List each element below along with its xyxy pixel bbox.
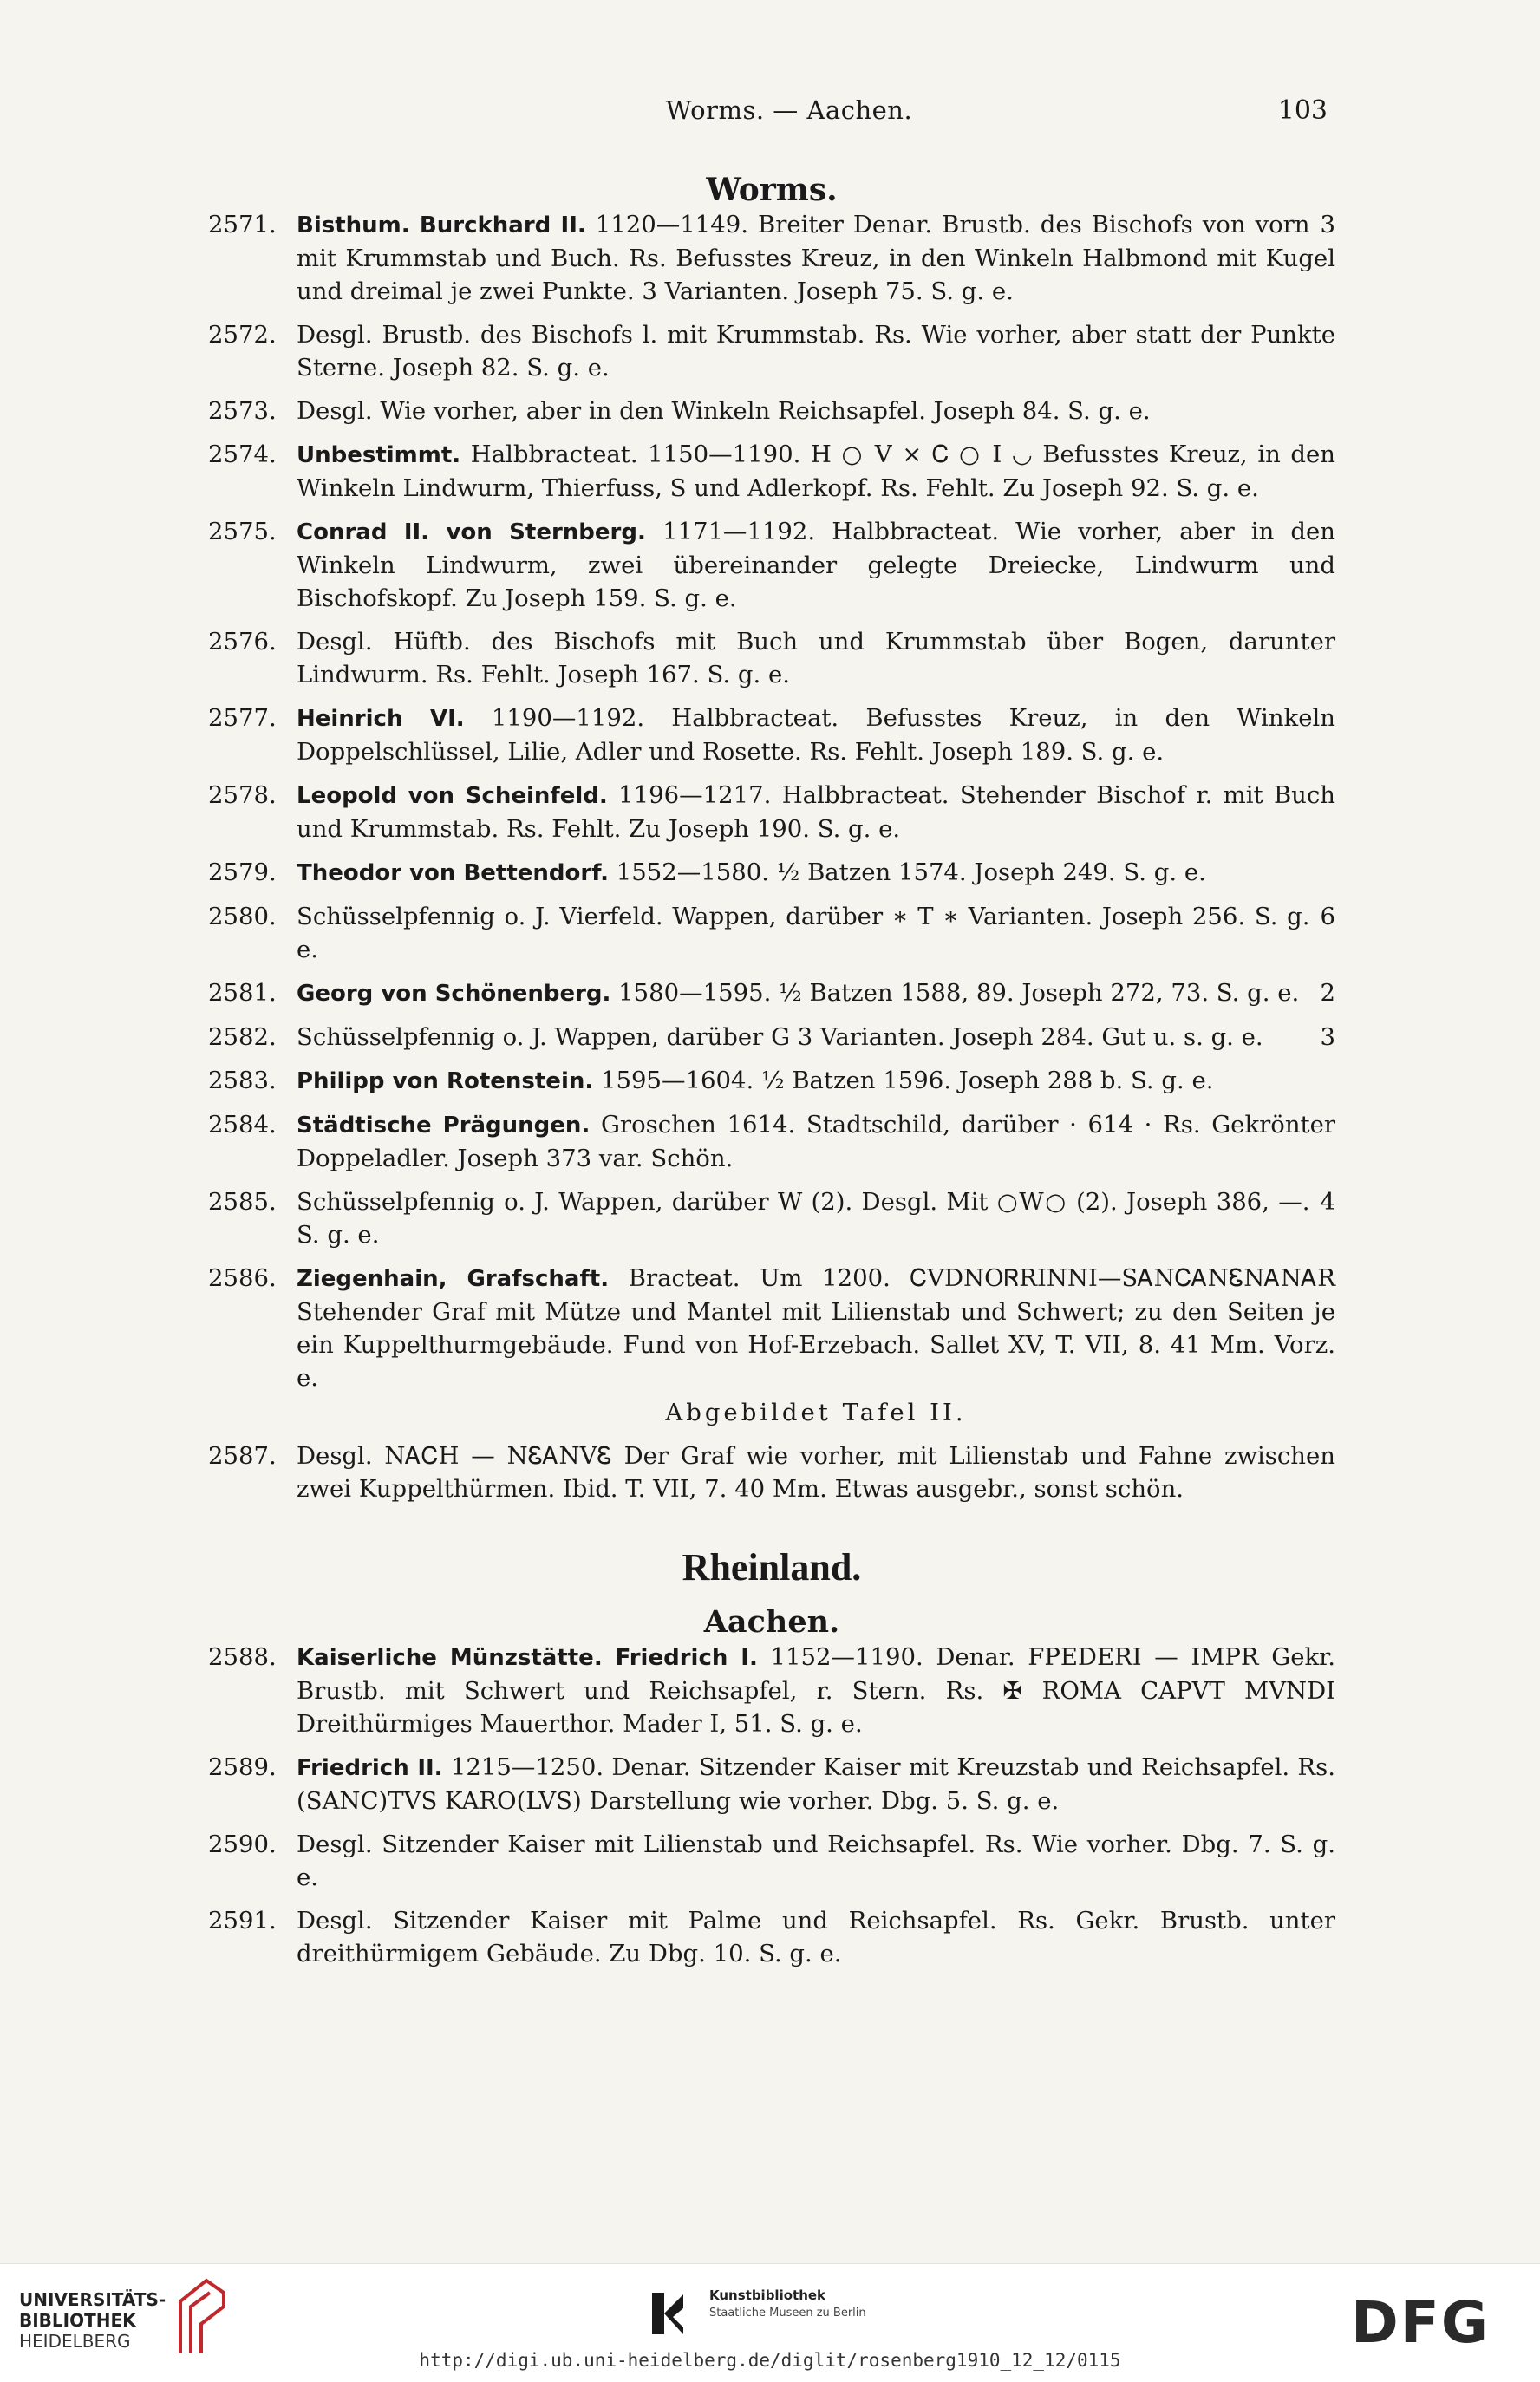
entry-heading: Städtische Prägungen.: [297, 1113, 591, 1139]
catalog-entry: [208, 515, 1335, 615]
entry-number: 2586.: [208, 1264, 277, 1292]
entry-heading: Unbestimmt.: [297, 442, 461, 468]
kunstbibliothek-subtitle: Staatliche Museen zu Berlin: [709, 2307, 866, 2320]
entry-value: 3: [1320, 1023, 1335, 1051]
catalog-entry: [208, 976, 1335, 1010]
entry-value: 2: [1320, 979, 1335, 1007]
entry-description: 1552—1580. ½ Batzen 1574. Joseph 249. S. g. e.: [608, 858, 1206, 886]
catalog-entry: [208, 1439, 1335, 1505]
entry-heading: Philipp von Rotenstein.: [297, 1068, 594, 1094]
entry-description: Bracteat. Um 1200. ᏟVDNOᏒRINNI—SᎪNᏟᎪNᏋNᎪNᎪR Stehender Graf mit Mütze und Mantel mit Lilienstab und Schwert; zu den Seiten je ein Kuppelthurmgebäude. Fund von Hof-Erzebach. Sallet XV, T. VII, 8. 41 Mm. Vorz. e.: [297, 1264, 1335, 1392]
entry-number: 2581.: [208, 979, 277, 1007]
entry-number: 2589.: [208, 1753, 277, 1781]
catalog-entry: [208, 856, 1335, 890]
entry-number: 2579.: [208, 858, 277, 886]
entry-description: 1595—1604. ½ Batzen 1596. Joseph 288 b. S. g. e.: [593, 1067, 1214, 1094]
entry-value: 4: [1320, 1188, 1335, 1216]
entry-description: 1152—1190. Denar. FPEDERI — IMPR Gekr. Brustb. mit Schwert und Reichsapfel, r. Stern. Rs. ✠ ROMA CAPVT MVNDI Dreithürmiges Mauerthor. Mader I, 51. S. g. e.: [297, 1643, 1336, 1738]
entry-number: 2573.: [208, 397, 277, 425]
kunstbibliothek-name: Kunstbibliothek: [709, 2287, 826, 2303]
entry-heading: Heinrich VI.: [297, 706, 465, 732]
entry-number: 2572.: [208, 321, 277, 349]
section-heading-worms: Worms.: [706, 172, 838, 208]
entry-heading: Ziegenhain, Grafschaft.: [297, 1266, 610, 1292]
entry-description: Desgl. NᎪᏟH — NᏋᎪNVᏋ Der Graf wie vorher, mit Lilienstab und Fahne zwischen zwei Kuppelthürmen. Ibid. T. VII, 7. 40 Mm. Etwas ausgebr., sonst schön.: [297, 1442, 1335, 1503]
entry-number: 2578.: [208, 781, 277, 809]
ub-logo-line: UNIVERSITÄTS-: [19, 2289, 166, 2310]
entry-description: 1190—1192. Halbbracteat. Befusstes Kreuz, in den Winkeln Doppelschlüssel, Lilie, Adler und Rosette. Rs. Fehlt. Joseph 189. S. g. e.: [297, 704, 1335, 766]
entry-description: Desgl. Wie vorher, aber in den Winkeln Reichsapfel. Joseph 84. S. g. e.: [297, 397, 1151, 425]
page-number: 103: [1277, 95, 1328, 126]
catalog-entry: [208, 1064, 1335, 1098]
entries-aachen: [208, 1641, 1335, 1981]
entry-number: 2571.: [208, 211, 277, 238]
section-heading-rheinland: Rheinland.: [682, 1546, 862, 1589]
entry-number: 2576.: [208, 628, 277, 656]
catalog-entry: [208, 1904, 1335, 1970]
entry-description: Halbbracteat. 1150—1190. H ○ V × Ꮯ ○ I ◡ Befusstes Kreuz, in den Winkeln Lindwurm, Thierfuss, S und Adlerkopf. Rs. Fehlt. Zu Joseph 92. S. g. e.: [297, 441, 1335, 502]
entry-heading: Kaiserliche Münzstätte. Friedrich I.: [297, 1645, 758, 1671]
dfg-logo: DFG: [1351, 2289, 1491, 2356]
entry-description: 1196—1217. Halbbracteat. Stehender Bischof r. mit Buch und Krummstab. Rs. Fehlt. Zu Joseph 190. S. g. e.: [297, 781, 1335, 843]
entry-number: 2583.: [208, 1067, 277, 1094]
entry-number: 2574.: [208, 441, 277, 468]
entry-heading: Theodor von Bettendorf.: [297, 860, 609, 886]
catalog-entry: [208, 900, 1335, 966]
entry-number: 2587.: [208, 1442, 277, 1470]
ub-logo-line: HEIDELBERG: [19, 2331, 131, 2352]
entry-value: 6: [1320, 903, 1335, 930]
entry-description: Groschen 1614. Stadtschild, darüber · 614 · Rs. Gekrönter Doppeladler. Joseph 373 var. Schön.: [297, 1111, 1335, 1172]
entry-heading: Conrad II. von Sternberg.: [297, 519, 646, 545]
catalog-entry: [208, 1641, 1335, 1740]
plate-reference: Abgebildet Tafel II.: [665, 1399, 967, 1426]
section-heading-aachen: Aachen.: [703, 1604, 840, 1640]
entry-description: Desgl. Sitzender Kaiser mit Lilienstab und Reichsapfel. Rs. Wie vorher. Dbg. 7. S. g. e.: [297, 1831, 1335, 1891]
entry-description: Desgl. Sitzender Kaiser mit Palme und Reichsapfel. Rs. Gekr. Brustb. unter dreithürmigem Gebäude. Zu Dbg. 10. S. g. e.: [297, 1907, 1335, 1968]
catalog-entry: [208, 1262, 1335, 1429]
kunstbibliothek-mark-icon: [649, 2289, 687, 2338]
entry-number: 2582.: [208, 1023, 277, 1051]
catalog-entry: [208, 1828, 1335, 1894]
entry-description: 1120—1149. Breiter Denar. Brustb. des Bischofs von vorn mit Krummstab und Buch. Rs. Befusstes Kreuz, in den Winkeln Halbmond mit Kugel und dreimal je zwei Punkte. 3 Varianten. Joseph 75. S. g. e.: [297, 211, 1335, 305]
kunstbibliothek-logo: [649, 2282, 909, 2343]
entry-number: 2591.: [208, 1907, 277, 1935]
entry-description: Schüsselpfennig o. J. Wappen, darüber W (2). Desgl. Mit ○W○ (2). Joseph 386, —. S. g. e.: [297, 1188, 1310, 1249]
catalog-entry: [208, 702, 1335, 768]
entry-description: 1215—1250. Denar. Sitzender Kaiser mit Kreuzstab und Reichsapfel. Rs. (SANC)TVS KARO(LVS) Darstellung wie vorher. Dbg. 5. S. g. e.: [297, 1753, 1335, 1815]
ub-logo-line: BIBLIOTHEK: [19, 2310, 136, 2331]
entry-heading: Georg von Schönenberg.: [297, 981, 611, 1007]
entry-heading: Bisthum. Burckhard II.: [297, 212, 586, 238]
catalog-entry: [208, 318, 1335, 384]
running-head: Worms. — Aachen.: [665, 95, 913, 125]
catalog-entry: [208, 1021, 1335, 1054]
entry-description: Schüsselpfennig o. J. Vierfeld. Wappen, darüber ∗ T ∗ Varianten. Joseph 256. S. g. e.: [297, 903, 1310, 963]
permalink-url[interactable]: http://digi.ub.uni-heidelberg.de/diglit/rosenberg1910_12_12/0115: [419, 2350, 1121, 2371]
entry-heading: Friedrich II.: [297, 1755, 443, 1781]
catalog-entry: [208, 1108, 1335, 1175]
entry-description: Schüsselpfennig o. J. Wappen, darüber G 3 Varianten. Joseph 284. Gut u. s. g. e.: [297, 1023, 1263, 1051]
entry-value: 3: [1320, 211, 1335, 238]
entry-number: 2584.: [208, 1111, 277, 1139]
catalog-entry: [208, 438, 1335, 505]
catalog-entry: [208, 208, 1335, 308]
catalog-entry: [208, 1751, 1335, 1817]
entry-description: Desgl. Brustb. des Bischofs l. mit Krummstab. Rs. Wie vorher, aber statt der Punkte Sterne. Joseph 82. S. g. e.: [297, 321, 1335, 382]
entry-description: 1171—1192. Halbbracteat. Wie vorher, aber in den Winkeln Lindwurm, zwei übereinander gelegte Dreiecke, Lindwurm und Bischofskopf. Zu Joseph 159. S. g. e.: [297, 518, 1335, 612]
entry-number: 2588.: [208, 1643, 277, 1671]
entry-heading: Leopold von Scheinfeld.: [297, 783, 608, 809]
entry-number: 2590.: [208, 1831, 277, 1858]
entry-number: 2575.: [208, 518, 277, 545]
entry-number: 2585.: [208, 1188, 277, 1216]
ub-emblem-icon: [172, 2277, 232, 2355]
entry-number: 2577.: [208, 704, 277, 732]
catalog-entry: [208, 625, 1335, 691]
entry-description: 1580—1595. ½ Batzen 1588, 89. Joseph 272, 73. S. g. e.: [610, 979, 1300, 1007]
entry-number: 2580.: [208, 903, 277, 930]
university-library-logo: [19, 2277, 245, 2357]
catalog-entry: [208, 1185, 1335, 1251]
catalog-entry: [208, 395, 1335, 427]
catalog-entry: [208, 779, 1335, 845]
entries-worms: [208, 208, 1335, 1516]
entry-description: Desgl. Hüftb. des Bischofs mit Buch und Krummstab über Bogen, darunter Lindwurm. Rs. Fehlt. Joseph 167. S. g. e.: [297, 628, 1335, 688]
